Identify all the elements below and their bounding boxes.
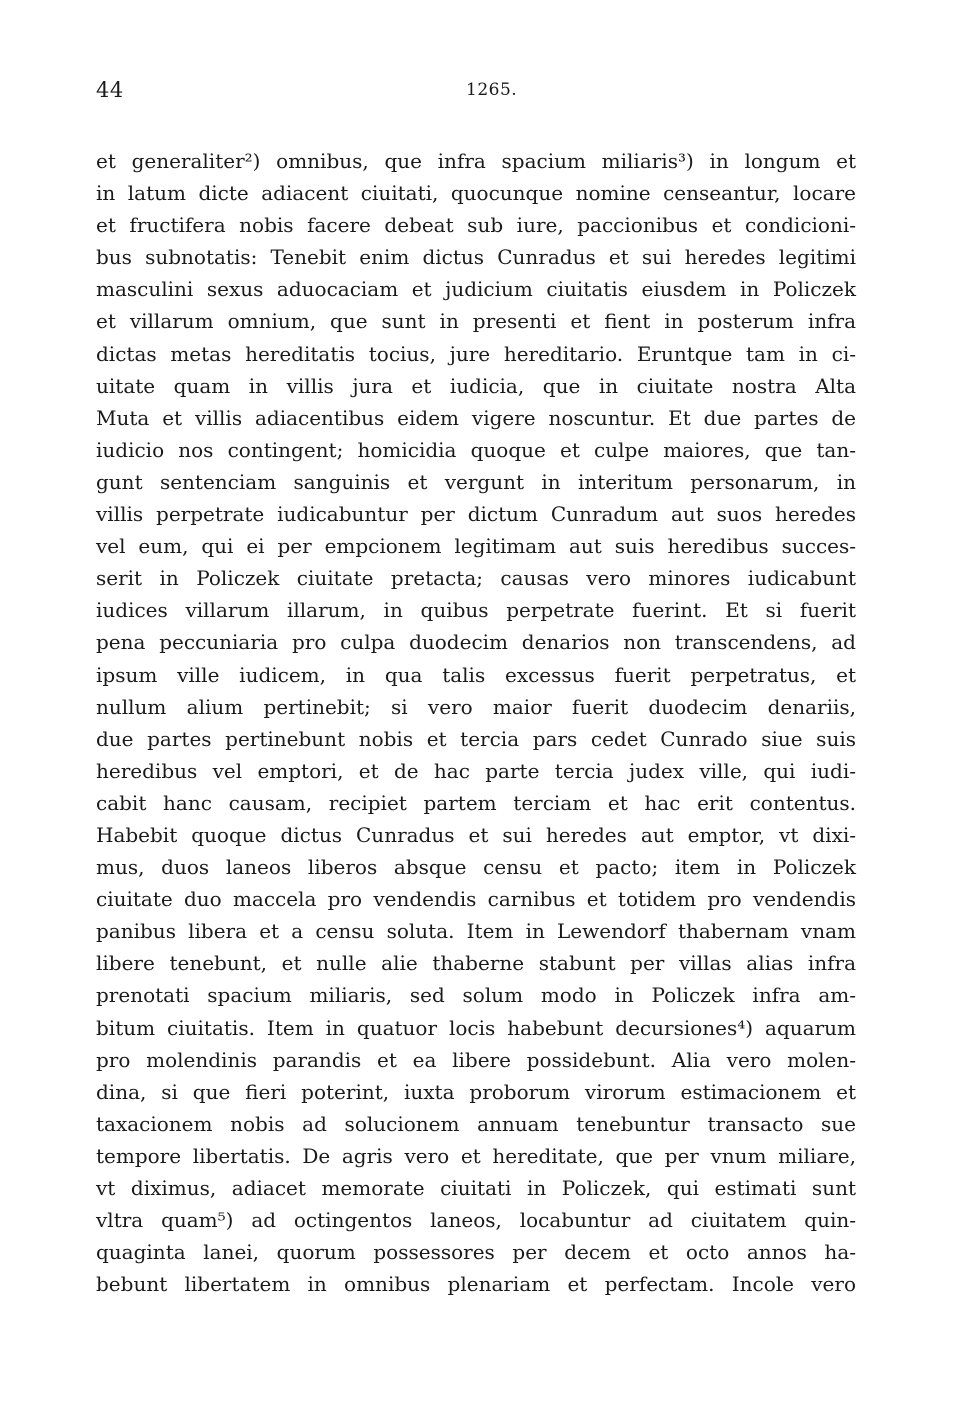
text-line: vel eum, qui ei per empcionem legitimam aut suis heredibus succes- bbox=[96, 534, 856, 559]
page-header bbox=[96, 78, 856, 108]
text-line: Muta et villis adiacentibus eidem vigere noscuntur. Et due partes de bbox=[96, 405, 856, 430]
text-line: ipsum ville iudicem, in qua talis excessus fuerit perpetratus, et bbox=[96, 662, 856, 687]
text-line: et generaliter²) omnibus, que infra spacium miliaris³) in longum et bbox=[96, 149, 856, 173]
text-line: et villarum omnium, que sunt in presenti et fient in posterum infra bbox=[96, 309, 856, 334]
text-line: dictas metas hereditatis tocius, jure hereditario. Eruntque tam in ci- bbox=[96, 341, 856, 366]
text-line: vt diximus, adiacet memorate ciuitati in Policzek, qui estimati sunt bbox=[96, 1176, 856, 1200]
text-line: dina, si que fieri poterint, iuxta proborum virorum estimacionem et bbox=[96, 1079, 856, 1104]
text-line: mus, duos laneos liberos absque censu et pacto; item in Policzek bbox=[96, 855, 856, 880]
text-line: bitum ciuitatis. Item in quatuor locis habebunt decursiones⁴) aquarum bbox=[96, 1015, 856, 1040]
text-line: masculini sexus aduocaciam et judicium ciuitatis eiusdem in Policzek bbox=[96, 277, 856, 302]
text-line: cabit hanc causam, recipiet partem terciam et hac erit contentus. bbox=[96, 790, 856, 815]
text-line: ciuitate duo maccela pro vendendis carnibus et totidem pro vendendis bbox=[96, 887, 856, 912]
text-line: pena peccuniaria pro culpa duodecim denarios non transcendens, ad bbox=[96, 630, 856, 655]
text-line: et fructifera nobis facere debeat sub iure, paccionibus et condicioni- bbox=[96, 213, 856, 238]
text-line: iudicio nos contingent; homicidia quoque et culpe maiores, que tan- bbox=[96, 437, 856, 462]
text-line: libere tenebunt, et nulle alie thaberne stabunt per villas alias infra bbox=[96, 951, 856, 976]
running-head-year: 1265. bbox=[466, 80, 518, 100]
text-line: serit in Policzek ciuitate pretacta; causas vero minores iudicabunt bbox=[96, 566, 856, 591]
text-line: prenotati spacium miliaris, sed solum modo in Policzek infra am- bbox=[96, 983, 856, 1008]
text-line: in latum dicte adiacent ciuitati, quocunque nomine censeantur, locare bbox=[96, 181, 856, 206]
text-line: Habebit quoque dictus Cunradus et sui heredes aut emptor, vt dixi- bbox=[96, 822, 856, 847]
text-line: iudices villarum illarum, in quibus perpetrate fuerint. Et si fuerit bbox=[96, 598, 856, 623]
body-text bbox=[96, 145, 856, 1300]
text-line: tempore libertatis. De agris vero et hereditate, que per vnum miliare, bbox=[96, 1143, 856, 1168]
text-line: panibus libera et a censu soluta. Item in Lewendorf thabernam vnam bbox=[96, 919, 856, 944]
text-line: bus subnotatis: Tenebit enim dictus Cunradus et sui heredes legitimi bbox=[96, 245, 856, 270]
text-line: nullum alium pertinebit; si vero maior fuerit duodecim denariis, bbox=[96, 694, 856, 719]
text-line: vltra quam⁵) ad octingentos laneos, locabuntur ad ciuitatem quin- bbox=[96, 1208, 856, 1233]
text-line: bebunt libertatem in omnibus plenariam et perfectam. Incole vero bbox=[96, 1272, 856, 1297]
text-line: quaginta lanei, quorum possessores per decem et octo annos ha- bbox=[96, 1240, 856, 1265]
text-line: taxacionem nobis ad solucionem annuam tenebuntur transacto sue bbox=[96, 1111, 856, 1136]
text-line: gunt sentenciam sanguinis et vergunt in interitum personarum, in bbox=[96, 469, 856, 494]
text-line: uitate quam in villis jura et iudicia, que in ciuitate nostra Alta bbox=[96, 373, 856, 398]
text-line: pro molendinis parandis et ea libere possidebunt. Alia vero molen- bbox=[96, 1047, 856, 1072]
text-line: heredibus vel emptori, et de hac parte tercia judex ville, qui iudi- bbox=[96, 758, 856, 783]
text-line: villis perpetrate iudicabuntur per dictum Cunradum aut suos heredes bbox=[96, 502, 856, 527]
page-number: 44 bbox=[96, 78, 124, 102]
text-line: due partes pertinebunt nobis et tercia pars cedet Cunrado siue suis bbox=[96, 726, 856, 751]
